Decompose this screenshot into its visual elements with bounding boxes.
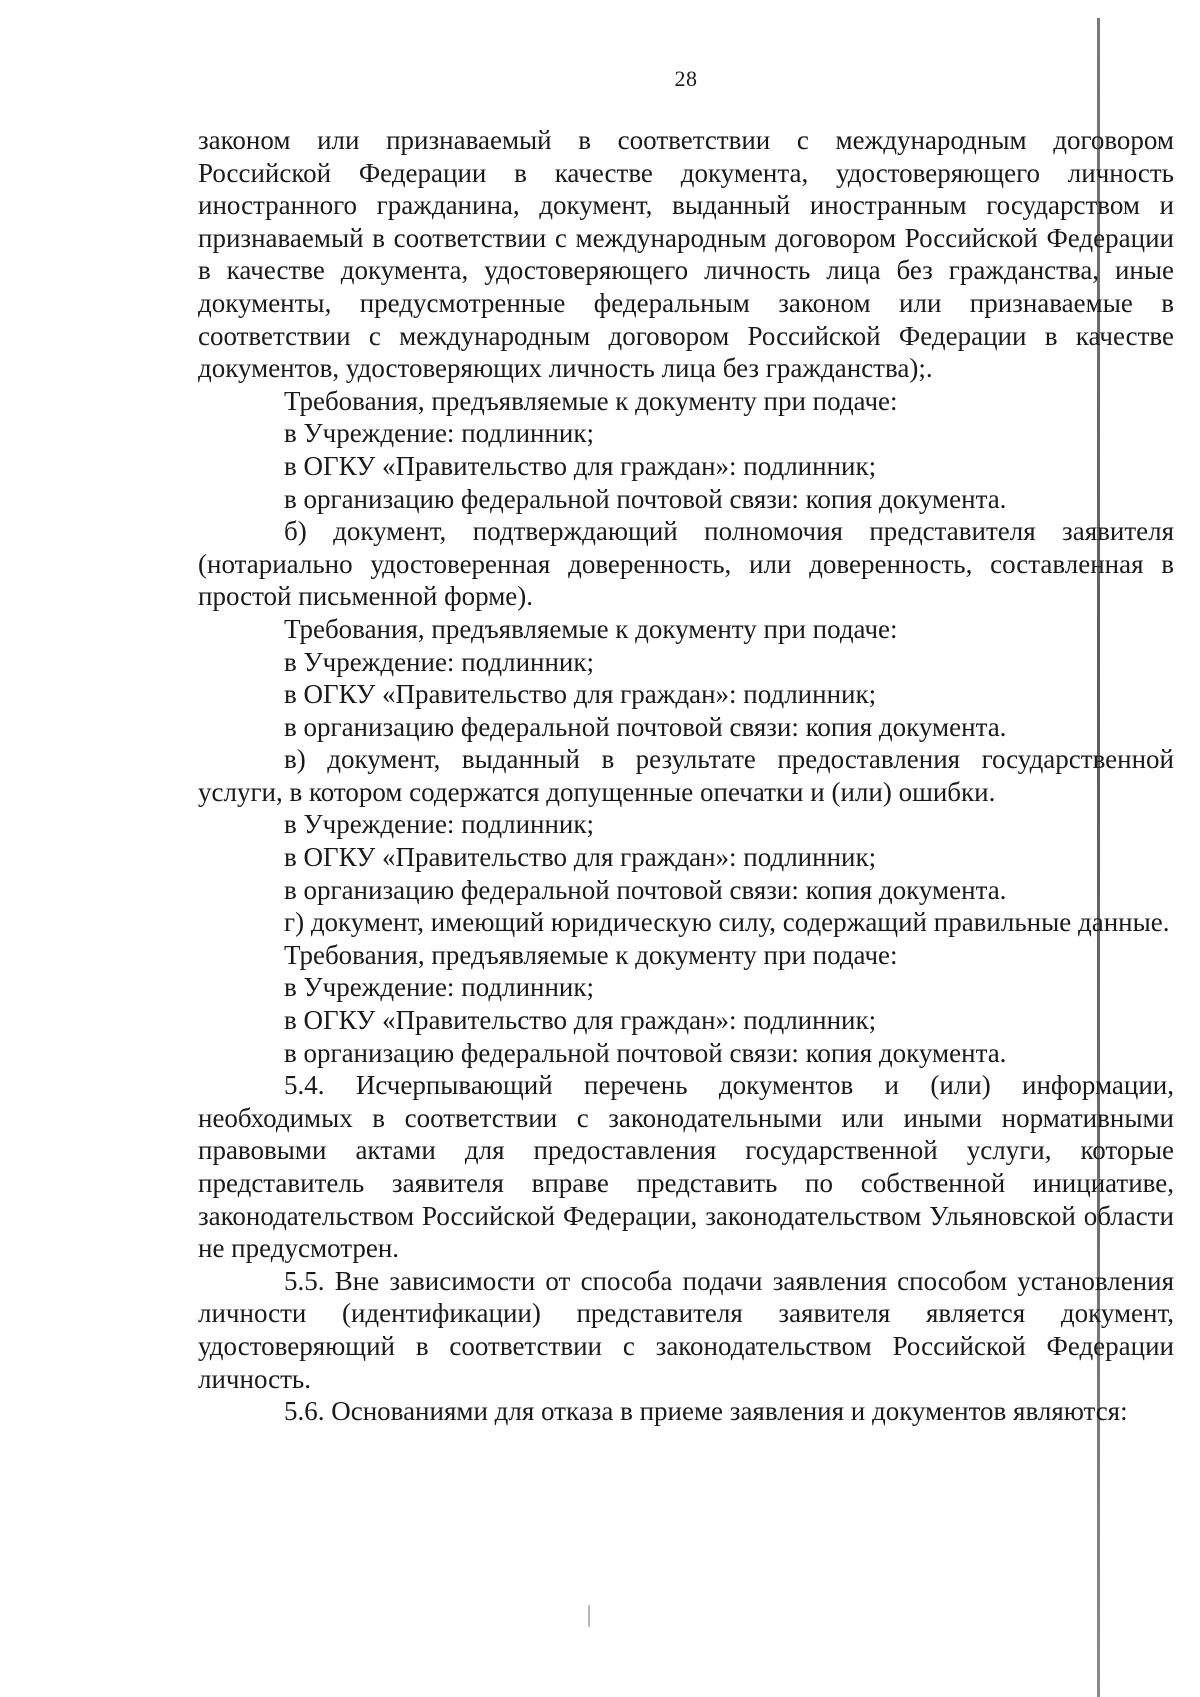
requirement-institution: в Учреждение: подлинник; [284, 646, 594, 677]
requirements-heading: Требования, предъявляемые к документу при подаче: [284, 385, 898, 416]
page-number: 28 [674, 66, 698, 91]
section-5-6: 5.6. Основаниями для отказа в приеме заявления и документов являются: [284, 1396, 1128, 1427]
requirement-post: в организацию федеральной почтовой связи: копия документа. [284, 1037, 1007, 1068]
requirement-institution: в Учреждение: подлинник; [284, 809, 594, 840]
requirements-heading: Требования, предъявляемые к документу при подаче: [284, 613, 898, 644]
section-5-5: 5.5. Вне зависимости от способа подачи заявления способом установления личности (идентификации) представителя заявителя является документ, удостоверяющий в соответствии с законодательством Российской Федерации личность. [198, 1265, 1174, 1394]
scan-artifact-mark [588, 1605, 590, 1627]
item-g: г) документ, имеющий юридическую силу, содержащий правильные данные. [284, 907, 1170, 938]
requirement-institution: в Учреждение: подлинник; [284, 418, 594, 449]
requirement-ogku: в ОГКУ «Правительство для граждан»: подлинник; [284, 842, 877, 873]
requirement-post: в организацию федеральной почтовой связи: копия документа. [284, 483, 1007, 514]
requirement-ogku: в ОГКУ «Правительство для граждан»: подлинник; [284, 1005, 877, 1036]
item-v: в) документ, выданный в результате предоставления государственной услуги, в котором содержатся допущенные опечатки и (или) ошибки. [198, 744, 1174, 807]
document-body [198, 124, 1174, 1428]
requirement-ogku: в ОГКУ «Правительство для граждан»: подлинник; [284, 450, 877, 481]
requirements-heading: Требования, предъявляемые к документу при подаче: [284, 939, 898, 970]
requirement-institution: в Учреждение: подлинник; [284, 972, 594, 1003]
item-b: б) документ, подтверждающий полномочия представителя заявителя (нотариально удостоверенная доверенность, или доверенность, составленная в простой письменной форме). [198, 516, 1174, 612]
paragraph-continuation: законом или признаваемый в соответствии с международным договором Российской Федерации в качестве документа, удостоверяющего личность иностранного гражданина, документ, выданный иностранным государством и признаваемый в соответствии с международным договором Российской Федерации в качестве документа, удостоверяющего личность лица без гражданства, иные документы, предусмотренные федеральным законом или признаваемые в соответствии с международным договором Российской Федерации в качестве документов, удостоверяющих личность лица без гражданства);. [198, 125, 1174, 384]
requirement-post: в организацию федеральной почтовой связи: копия документа. [284, 711, 1007, 742]
requirement-post: в организацию федеральной почтовой связи: копия документа. [284, 874, 1007, 905]
requirement-ogku: в ОГКУ «Правительство для граждан»: подлинник; [284, 679, 877, 710]
section-5-4: 5.4. Исчерпывающий перечень документов и (или) информации, необходимых в соответствии с законодательными или иными нормативными правовыми актами для предоставления государственной услуги, которые представитель заявителя вправе представить по собственной инициативе, законодательством Российской Федерации, законодательством Ульяновской области не предусмотрен. [198, 1070, 1174, 1264]
